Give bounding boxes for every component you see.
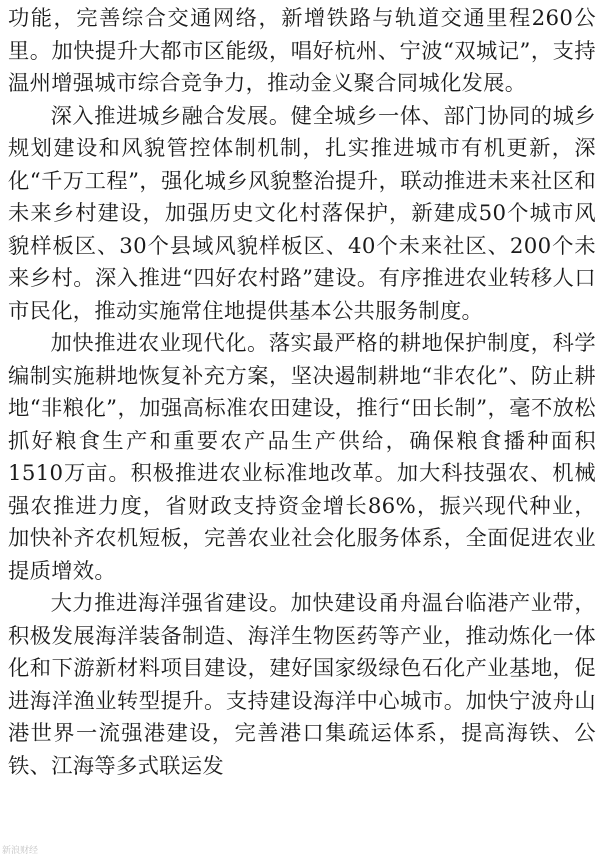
paragraph-transport-network: 功能，完善综合交通网络，新增铁路与轨道交通里程260公里。加快提升大都市区能级，唱好杭州、宁波“双城记”，支持温州增强城市综合竞争力，推动金义聚合同城化发展。 [8,6,596,96]
paragraph-marine-province: 大力推进海洋强省建设。加快建设甬舟温台临港产业带，积极发展海洋装备制造、海洋生物医药等产业，推动炼化一体化和下游新材料项目建设，建好国家级绿色石化产业基地，促进海洋渔业转型提升。支持建设海洋中心城市。加快宁波舟山港世界一流强港建设，完善港口集疏运体系，提高海铁、公铁、江海等多式联运发 [8,591,596,779]
watermark-text: 新浪财经 [2,846,39,856]
paragraph-urban-rural-integration: 深入推进城乡融合发展。健全城乡一体、部门协同的城乡规划建设和风貌管控体制机制，扎实推进城市有机更新，深化“千万工程”，强化城乡风貌整治提升，联动推进未来社区和未来乡村建设，加强历史文化村落保护，新建成50个城市风貌样板区、30个县域风貌样板区、40个未来社区、200个未来乡村。深入推进“四好农村路”建设。有序推进农业转移人口市民化，推动实施常住地提供基本公共服务制度。 [8,103,596,324]
document-page [8,0,596,858]
paragraph-agricultural-modernization: 加快推进农业现代化。落实最严格的耕地保护制度，科学编制实施耕地恢复补充方案，坚决遏制耕地“非农化”、防止耕地“非粮化”，加强高标准农田建设，推行“田长制”，毫不放松抓好粮食生产和重要农产品生产供给，确保粮食播种面积1510万亩。积极推进农业标准地改革。加大科技强农、机械强农推进力度，省财政支持资金增长86%，振兴现代种业，加快补齐农机短板，完善农业社会化服务体系，全面促进农业提质增效。 [8,331,596,584]
